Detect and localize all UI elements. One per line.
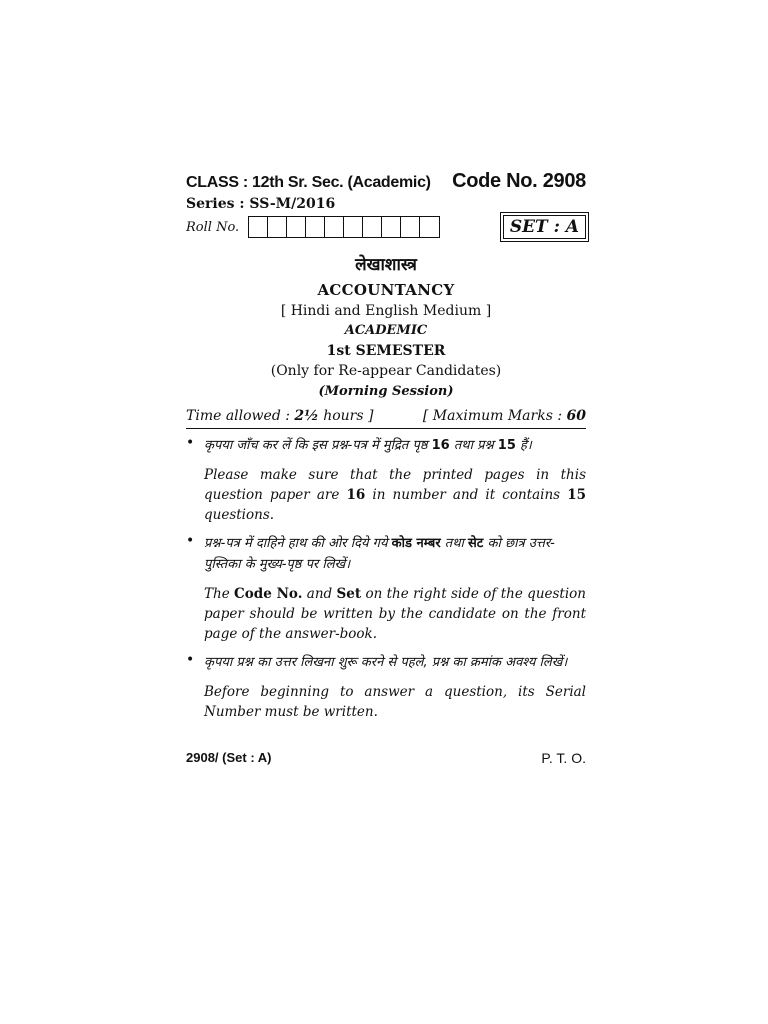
class-line: CLASS : 12th Sr. Sec. (Academic) — [186, 174, 431, 191]
instruction-english — [204, 584, 586, 644]
text-run: The — [204, 586, 235, 602]
time-unit: hours ] — [318, 408, 374, 424]
bullet-icon: • — [186, 652, 195, 668]
hindi-subject-title: लेखाशास्त्र — [355, 255, 417, 275]
text-run: in number and it contains — [365, 487, 568, 503]
academic-line: ACADEMIC — [344, 323, 428, 338]
marks-label: [ Maximum Marks : — [422, 408, 567, 424]
class-code-row — [186, 170, 586, 193]
question-paper-cover — [186, 170, 586, 730]
text-run: हैं। — [515, 438, 532, 453]
text-run: कृपया प्रश्न का उत्तर लिखना शुरू करने से पहले, प्रश्न का क्रमांक अवश्य लिखें। — [204, 655, 568, 670]
instruction-hindi — [204, 533, 586, 575]
instruction-hindi — [204, 652, 586, 673]
text-bold: 15 — [567, 487, 586, 503]
medium-line: [ Hindi and English Medium ] — [280, 303, 492, 319]
text-bold: 15 — [497, 438, 516, 453]
session-line: (Morning Session) — [318, 384, 454, 399]
roll-number-box[interactable] — [382, 217, 401, 237]
roll-number-box[interactable] — [325, 217, 344, 237]
text-bold: 16 — [431, 438, 450, 453]
bullet-icon: • — [186, 435, 195, 451]
series-line: Series : SS-M/2016 — [186, 196, 336, 212]
instruction-english — [204, 682, 586, 722]
text-run: कृपया जाँच कर लें कि इस प्रश्न-पत्र में मुद्रित पृष्ठ — [204, 438, 432, 453]
text-bold: Code No. — [234, 586, 303, 602]
time-allowed — [186, 408, 373, 424]
roll-number-label: Roll No. — [186, 219, 240, 235]
instruction-item — [186, 435, 586, 525]
text-run: on the right side of the question paper should be written by the candidate on the front page of the answer-book. — [204, 586, 586, 642]
subject-title: ACCOUNTANCY — [317, 281, 455, 299]
bullet-icon: • — [186, 533, 195, 549]
footer-code: 2908/ (Set : A) — [186, 750, 272, 765]
code-number: Code No. 2908 — [452, 170, 586, 192]
time-label: Time allowed : — [186, 408, 295, 424]
text-bold: Set — [336, 586, 362, 602]
roll-number-row — [186, 214, 586, 240]
roll-number-box[interactable] — [363, 217, 382, 237]
roll-number-box[interactable] — [306, 217, 325, 237]
roll-number-box[interactable] — [268, 217, 287, 237]
text-bold: सेट — [468, 536, 484, 551]
roll-number-box[interactable] — [249, 217, 268, 237]
text-run: प्रश्न-पत्र में दाहिने हाथ की ओर दिये गये — [204, 536, 392, 551]
text-run: Before beginning to answer a question, its Serial Number must be written. — [204, 684, 586, 720]
instruction-item — [186, 652, 586, 722]
roll-number-box[interactable] — [420, 217, 439, 237]
page-footer — [186, 750, 586, 766]
pto-label: P. T. O. — [541, 750, 586, 766]
text-run: Please make sure that the printed pages in this question paper are — [204, 467, 586, 503]
roll-number-box[interactable] — [344, 217, 363, 237]
text-bold: 16 — [346, 487, 366, 503]
text-run: तथा — [440, 536, 469, 551]
text-run: and — [302, 586, 337, 602]
roll-number-boxes — [248, 216, 440, 238]
time-marks-row — [186, 408, 586, 429]
text-run: को छात्र उत्तर-पुस्तिका के मुख्य-पृष्ठ पर लिखें। — [204, 536, 555, 572]
instruction-english — [204, 465, 586, 525]
text-run: questions. — [204, 507, 275, 523]
instruction-hindi — [204, 435, 586, 456]
maximum-marks — [423, 408, 586, 424]
roll-number-box[interactable] — [287, 217, 306, 237]
instruction-item — [186, 533, 586, 644]
roll-number-box[interactable] — [401, 217, 420, 237]
reappear-line: (Only for Re-appear Candidates) — [270, 363, 502, 379]
time-value: 2½ — [294, 408, 319, 424]
semester-line: 1st SEMESTER — [326, 343, 446, 359]
marks-value: 60 — [566, 408, 586, 424]
text-run: तथा प्रश्न — [449, 438, 498, 453]
instructions-list — [186, 435, 586, 722]
text-bold: कोड नम्बर — [391, 536, 441, 551]
set-badge: SET : A — [503, 215, 586, 239]
